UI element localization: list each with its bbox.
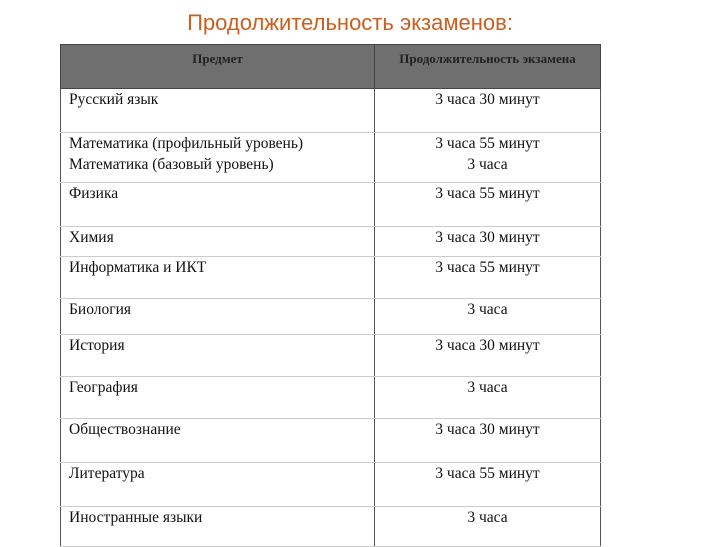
- subject-cell: [61, 133, 375, 183]
- subject-cell: [61, 463, 375, 507]
- duration-cell-line: 3 часа 55 минут: [435, 259, 540, 276]
- duration-cell-line: 3 часа 55 минут: [435, 185, 540, 202]
- subject-cell: [61, 507, 375, 547]
- duration-cell: [375, 89, 601, 133]
- table-row: [61, 507, 601, 547]
- table-row: [61, 419, 601, 463]
- duration-cell: [375, 507, 601, 547]
- table-row: [61, 183, 601, 227]
- table-row: [61, 227, 601, 257]
- duration-cell: [375, 183, 601, 227]
- duration-cell: [375, 299, 601, 335]
- duration-cell-line: 3 часа 30 минут: [435, 229, 540, 246]
- duration-cell-line: 3 часа: [467, 379, 508, 396]
- subject-cell: [61, 257, 375, 299]
- exam-duration-table: [60, 44, 601, 547]
- subject-cell-line: Русский язык: [69, 91, 159, 108]
- duration-cell: [375, 227, 601, 257]
- subject-cell: [61, 89, 375, 133]
- duration-cell-line: 3 часа 30 минут: [435, 337, 540, 354]
- table-row: [61, 89, 601, 133]
- subject-cell: [61, 419, 375, 463]
- table-row: [61, 133, 601, 183]
- subject-cell-line: Физика: [69, 185, 119, 202]
- subject-cell-line: Математика (профильный уровень): [69, 135, 304, 152]
- page-title: Продолжительность экзаменов:: [187, 10, 513, 35]
- subject-cell-line: История: [69, 337, 125, 354]
- duration-cell-line: 3 часа 55 минут: [435, 465, 540, 482]
- header-subject: Предмет: [61, 45, 375, 89]
- table-header-row: [61, 45, 601, 89]
- duration-cell-line: 3 часа 30 минут: [435, 91, 540, 108]
- table-row: [61, 257, 601, 299]
- subject-cell: [61, 335, 375, 377]
- table-row: [61, 377, 601, 419]
- duration-cell-line: 3 часа 30 минут: [435, 421, 540, 438]
- subject-cell-line: Литература: [69, 465, 145, 482]
- duration-cell-line: 3 часа: [467, 156, 508, 173]
- duration-cell: [375, 257, 601, 299]
- duration-cell-line: 3 часа: [467, 509, 508, 526]
- table-row: [61, 299, 601, 335]
- duration-cell: [375, 133, 601, 183]
- subject-cell-line: Биология: [69, 301, 132, 318]
- subject-cell-line: География: [69, 379, 138, 396]
- subject-cell-line: Иностранные языки: [69, 509, 203, 526]
- subject-cell-line: Обществознание: [69, 421, 181, 438]
- subject-cell-line: Информатика и ИКТ: [69, 259, 207, 276]
- duration-cell: [375, 463, 601, 507]
- subject-cell-line: Математика (базовый уровень): [69, 156, 274, 173]
- duration-cell: [375, 377, 601, 419]
- subject-cell: [61, 183, 375, 227]
- subject-cell: [61, 377, 375, 419]
- duration-cell-line: 3 часа: [467, 301, 508, 318]
- duration-cell-line: 3 часа 55 минут: [435, 135, 540, 152]
- subject-cell: [61, 299, 375, 335]
- header-duration: Продолжительность экзамена: [375, 45, 601, 89]
- subject-cell-line: Химия: [69, 229, 114, 246]
- duration-cell: [375, 335, 601, 377]
- table-row: [61, 463, 601, 507]
- table-row: [61, 335, 601, 377]
- duration-cell: [375, 419, 601, 463]
- subject-cell: [61, 227, 375, 257]
